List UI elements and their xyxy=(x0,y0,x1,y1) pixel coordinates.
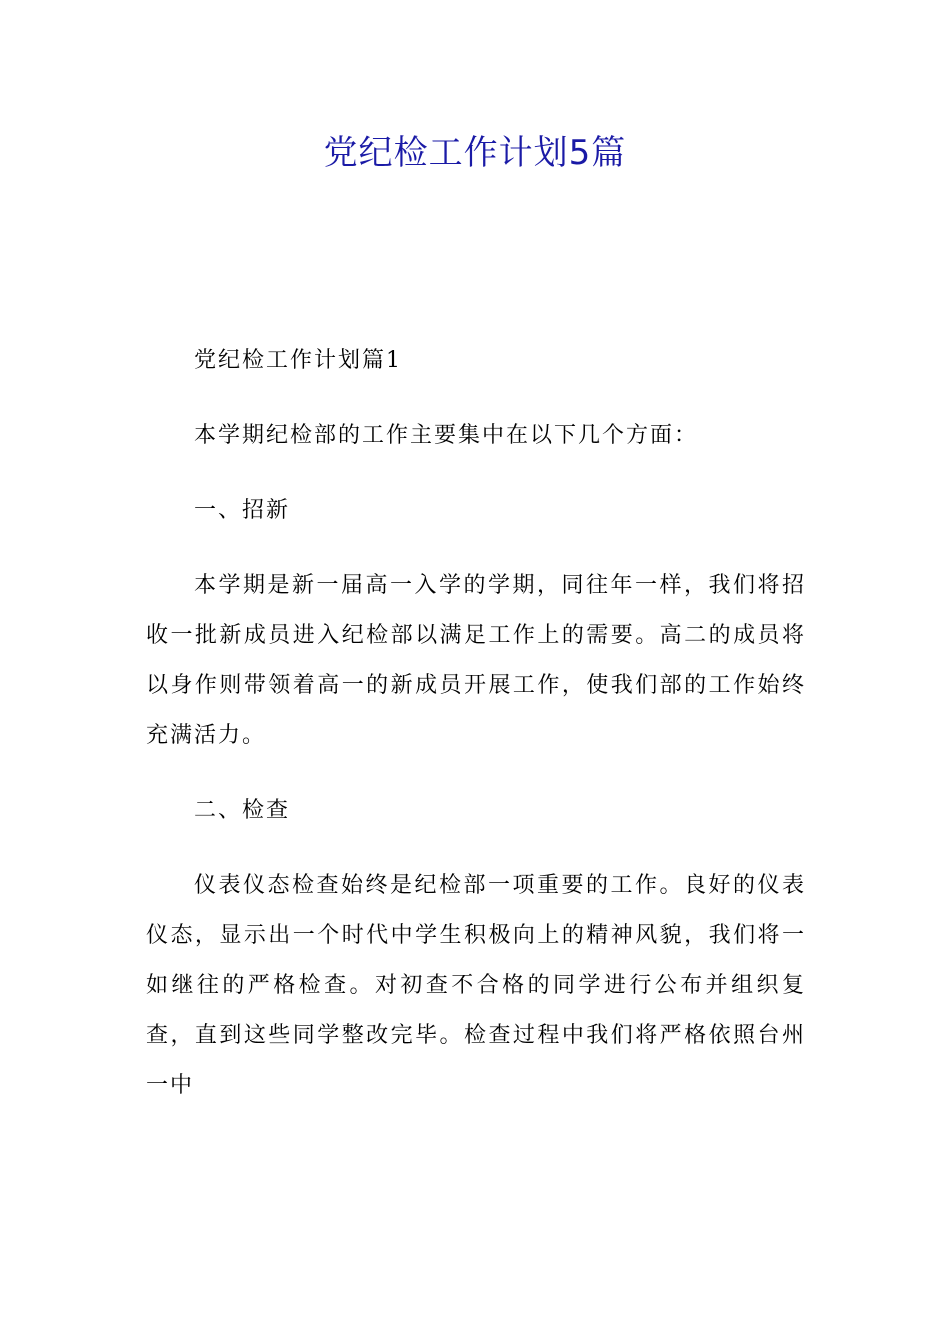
intro-paragraph: 本学期纪检部的工作主要集中在以下几个方面： xyxy=(194,423,699,448)
subsection-heading-inspection: 二、检查 xyxy=(194,798,291,823)
inspection-paragraph: 仪表仪态检查始终是纪检部一项重要的工作。良好的仪表仪态，显示出一个时代中学生积极向上的精神风貌，我们将一如继往的严格检查。对初查不合格的同学进行公布并组织复查，直到这些同学整改完毕。检查过程中我们将严格依照台州一中 xyxy=(146,873,806,1098)
recruitment-paragraph: 本学期是新一届高一入学的学期，同往年一样，我们将招收一批新成员进入纪检部以满足工作上的需要。高二的成员将以身作则带领着高一的新成员开展工作，使我们部的工作始终充满活力。 xyxy=(146,573,806,748)
document-title: 党纪检工作计划5篇 xyxy=(323,133,627,173)
subsection-heading-recruitment: 一、招新 xyxy=(194,498,291,523)
section-heading: 党纪检工作计划篇1 xyxy=(194,348,402,373)
document-body xyxy=(146,336,806,1136)
